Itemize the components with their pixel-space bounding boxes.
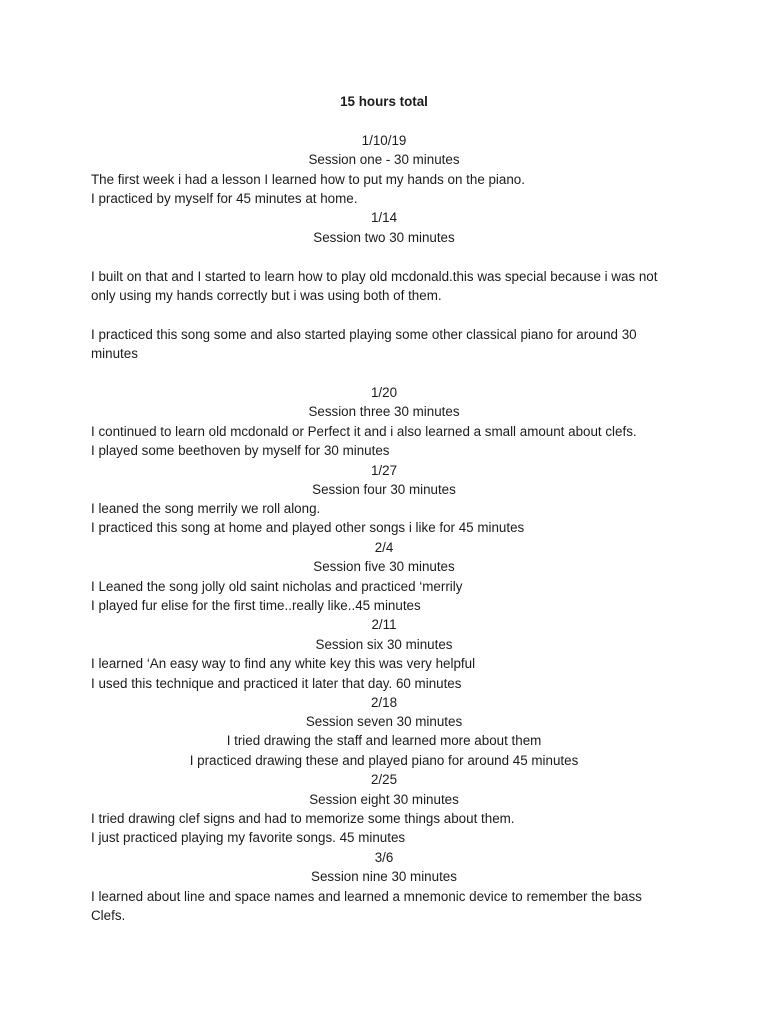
text-line: I leaned the song merrily we roll along.	[91, 501, 321, 516]
session-date: 2/25	[370, 772, 398, 787]
session-heading: Session one - 30 minutes	[308, 152, 460, 167]
text-line: only using my hands correctly but i was using both of them.	[91, 288, 442, 303]
session-heading: Session eight 30 minutes	[309, 792, 459, 807]
session-heading: Session four 30 minutes	[312, 482, 456, 497]
session-date: 1/27	[370, 463, 398, 478]
text-line: I used this technique and practiced it later that day. 60 minutes	[91, 676, 462, 691]
text-line: I practiced this song some and also started playing some other classical piano for around 30	[91, 327, 637, 342]
text-line: I played some beethoven by myself for 30 minutes	[91, 443, 390, 458]
text-line: I tried drawing clef signs and had to memorize some things about them.	[91, 811, 515, 826]
session-heading: Session five 30 minutes	[313, 559, 455, 574]
session-heading: Session nine 30 minutes	[311, 869, 457, 884]
text-line: The first week i had a lesson I learned how to put my hands on the piano.	[91, 172, 525, 187]
session-date: 2/4	[374, 540, 394, 555]
text-line: I continued to learn old mcdonald or Perfect it and i also learned a small amount about clefs.	[91, 424, 637, 439]
text-line: I learned about line and space names and learned a mnemonic device to remember the bass	[91, 889, 642, 904]
text-line: minutes	[91, 346, 138, 361]
text-line: I Leaned the song jolly old saint nicholas and practiced ‘merrily	[91, 579, 463, 594]
text-line: I practiced drawing these and played piano for around 45 minutes	[189, 753, 579, 768]
session-heading: Session three 30 minutes	[308, 404, 460, 419]
session-date: 2/11	[371, 617, 397, 632]
text-line: I practiced by myself for 45 minutes at home.	[91, 191, 358, 206]
document-title: 15 hours total	[340, 94, 428, 109]
session-heading: Session two 30 minutes	[313, 230, 455, 245]
text-line: I learned ‘An easy way to find any white key this was very helpful	[91, 656, 476, 671]
session-date: 3/6	[374, 850, 394, 865]
text-line: I just practiced playing my favorite songs. 45 minutes	[91, 830, 406, 845]
session-date: 1/10/19	[361, 133, 407, 148]
session-heading: Session seven 30 minutes	[305, 714, 463, 729]
text-line: I practiced this song at home and played other songs i like for 45 minutes	[91, 520, 525, 535]
session-date: 2/18	[370, 695, 398, 710]
session-heading: Session six 30 minutes	[315, 637, 453, 652]
session-date: 1/14	[370, 210, 398, 225]
text-line: I played fur elise for the first time..really like..45 minutes	[91, 598, 421, 613]
session-date: 1/20	[370, 385, 398, 400]
text-line: Clefs.	[91, 908, 126, 923]
text-line: I built on that and I started to learn how to play old mcdonald.this was special because i was not	[91, 269, 658, 284]
text-line: I tried drawing the staff and learned more about them	[226, 733, 542, 748]
